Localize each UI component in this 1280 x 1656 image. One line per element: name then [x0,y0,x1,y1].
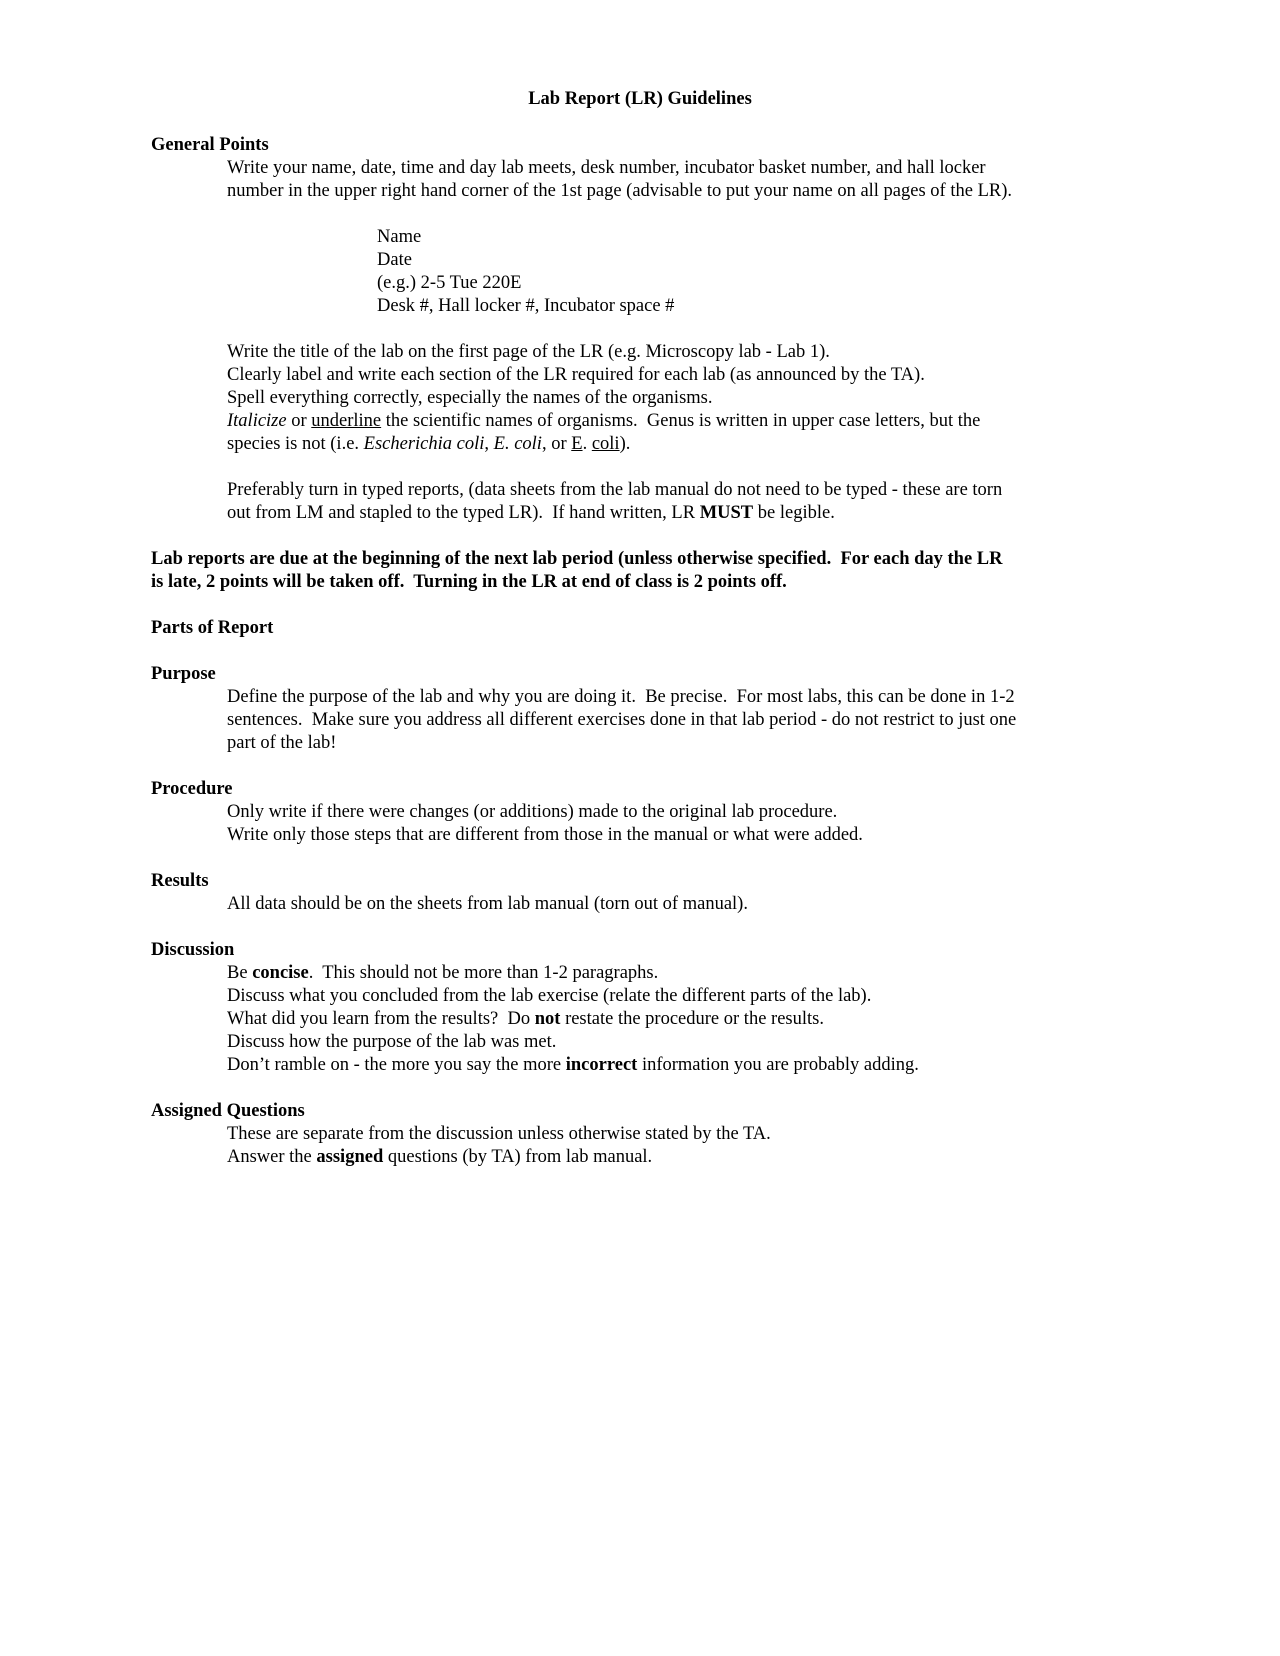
text-run-underline: coli [591,434,620,454]
text-run-underline: underline [311,411,382,431]
text-run: the scientific names of organisms. Genus is written in upper case letters, but the [381,411,981,431]
rule-line: Spell everything correctly, especially the names of the organisms. [227,388,713,408]
results-line: All data should be on the sheets from lab manual (torn out of manual). [227,894,748,914]
text-run-italic: E. coli [493,434,542,454]
text-run: What did you learn from the results? Do [227,1009,535,1029]
heading-general-points: General Points [151,135,269,155]
heading-discussion: Discussion [151,940,235,960]
discussion-line [227,1008,1129,1031]
text-run: information you are probably adding. [637,1055,919,1075]
text-run: questions (by TA) from lab manual. [383,1147,653,1167]
heading-parts-of-report: Parts of Report [151,618,274,638]
rule-line: Clearly label and write each section of the LR required for each lab (as announced by the TA). [227,365,925,385]
discussion-line: Discuss how the purpose of the lab was met. [227,1032,557,1052]
discussion-line: Discuss what you concluded from the lab exercise (relate the different parts of the lab). [227,986,872,1006]
rule-line [227,410,1129,433]
purpose-line: sentences. Make sure you address all different exercises done in that lab period - do not restrict to just one [227,710,1017,730]
text-run: be legible. [753,503,835,523]
header-example-line: Name [377,227,422,247]
text-run-bold: concise [252,963,309,983]
text-run: species is not (i.e. [227,434,364,454]
text-run: Be [227,963,253,983]
rule-line [227,433,1129,456]
due-policy-notice: Lab reports are due at the beginning of the next lab period (unless otherwise specified. For each day the LR [151,549,1003,569]
procedure-line: Write only those steps that are different from those in the manual or what were added. [227,825,863,845]
text-run-underline: E [571,434,583,454]
procedure-line: Only write if there were changes (or additions) made to the original lab procedure. [227,802,838,822]
heading-results: Results [151,871,209,891]
header-example-line: Date [377,250,412,270]
header-example-line: Desk #, Hall locker #, Incubator space # [377,296,675,316]
text-run: restate the procedure or the results. [560,1009,824,1029]
general-intro-line: Write your name, date, time and day lab meets, desk number, incubator basket number, and hall locker [227,158,986,178]
purpose-line: Define the purpose of the lab and why you are doing it. Be precise. For most labs, this can be done in 1-2 [227,687,1015,707]
assigned-line: These are separate from the discussion unless otherwise stated by the TA. [227,1124,771,1144]
text-run-bold: incorrect [565,1055,638,1075]
text-run: . [582,434,592,454]
discussion-line [227,962,1129,985]
heading-procedure: Procedure [151,779,233,799]
text-run: or [286,411,312,431]
text-run: , or [541,434,572,454]
text-run-italic: Italicize [227,411,287,431]
general-intro-line: number in the upper right hand corner of the 1st page (advisable to put your name on all pages of the LR). [227,181,1012,201]
heading-assigned-questions: Assigned Questions [151,1101,305,1121]
document-title: Lab Report (LR) Guidelines [528,89,752,109]
due-policy-notice: is late, 2 points will be taken off. Turning in the LR at end of class is 2 points off. [151,572,787,592]
heading-purpose: Purpose [151,664,216,684]
text-run-italic: Escherichia coli [363,434,485,454]
text-run: . This should not be more than 1-2 paragraphs. [308,963,659,983]
assigned-line [227,1146,1129,1169]
typed-reports-line: Preferably turn in typed reports, (data sheets from the lab manual do not need to be typed - these are torn [227,480,1003,500]
discussion-line [227,1054,1129,1077]
text-run: Answer the [227,1147,317,1167]
purpose-line: part of the lab! [227,733,337,753]
text-run: out from LM and stapled to the typed LR). If hand written, LR [227,503,700,523]
header-example-line: (e.g.) 2-5 Tue 220E [377,273,522,293]
text-run-bold: MUST [699,503,754,523]
text-run-bold: assigned [316,1147,384,1167]
text-run: Don’t ramble on - the more you say the more [227,1055,566,1075]
text-run: ). [619,434,631,454]
typed-reports-line [227,502,1129,525]
rule-line: Write the title of the lab on the first page of the LR (e.g. Microscopy lab - Lab 1). [227,342,830,362]
text-run: , [484,434,494,454]
text-run-bold: not [534,1009,561,1029]
